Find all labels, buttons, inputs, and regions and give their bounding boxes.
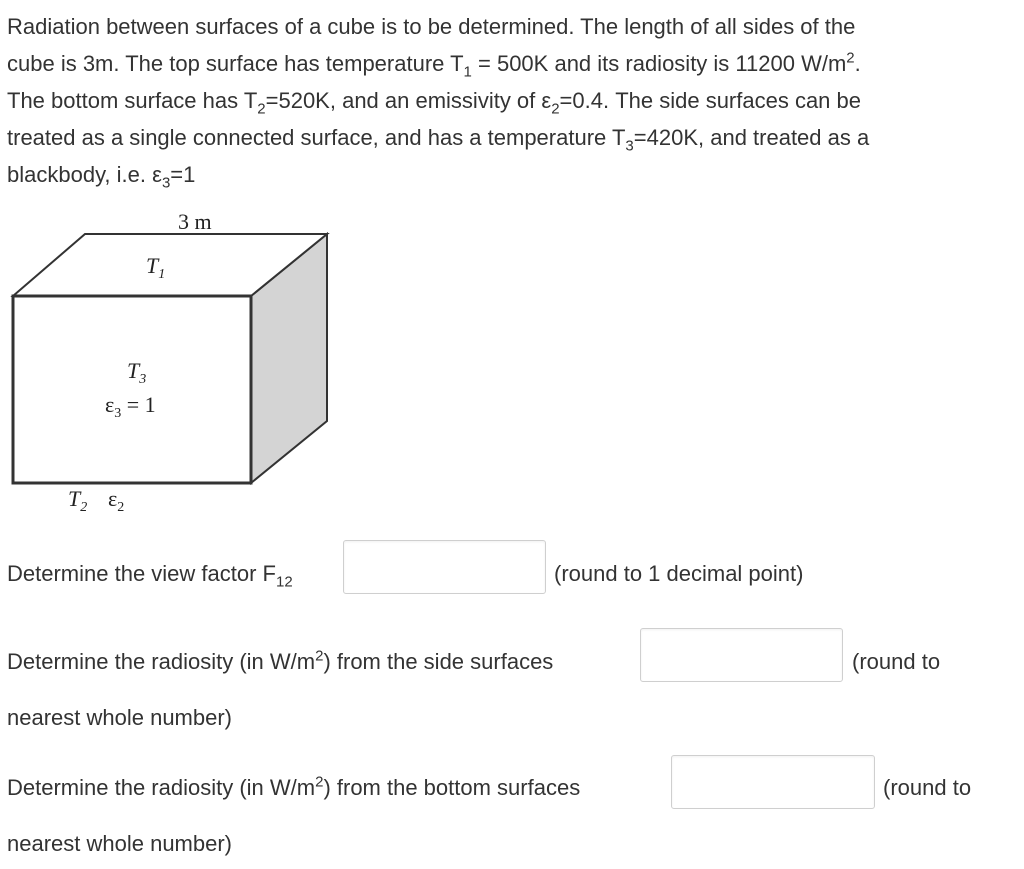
bottom-radiosity-hint-cont: nearest whole number) [7, 831, 233, 856]
view-factor-hint: (round to 1 decimal point) [554, 561, 804, 586]
e3-label: $\varepsilon_3 = 1$ [105, 392, 156, 421]
problem-line-5: blackbody, i.e. $\varepsilon_3=1$ [7, 162, 196, 192]
bottom-radiosity-input[interactable] [671, 755, 875, 809]
problem-statement [7, 8, 1012, 193]
t1-label: $T_1$ [146, 253, 166, 282]
problem-line-1: Radiation between surfaces of a cube is to be determined. The length of all sides of the [7, 14, 856, 39]
view-factor-input[interactable] [343, 540, 546, 594]
side-radiosity-hint-cont: nearest whole number) [7, 705, 233, 730]
bottom-radiosity-hint: (round to [883, 775, 972, 800]
question-side-radiosity: Determine the radiosity (in $W/m^2$) from the side surfaces [7, 647, 554, 674]
t2-label: $T_2$ [68, 486, 88, 515]
dimension-label: 3 m [178, 209, 212, 234]
t3-label: $T_3$ [127, 358, 147, 387]
cube-diagram [0, 200, 340, 530]
question-view-factor: Determine the view factor $F_{12}$ [7, 561, 293, 591]
problem-line-3: The bottom surface has $T_2=520K$, and an emissivity of $\varepsilon_2=0.4$. The side surfaces can be [7, 88, 862, 118]
question-bottom-radiosity: Determine the radiosity (in $W/m^2$) from the bottom surfaces [7, 773, 581, 800]
problem-line-2: cube is 3m. The top surface has temperature $T_1 = 500K$ and its radiosity is 11200 $W/m^2$. [7, 49, 861, 81]
e2-label: $\varepsilon_2$ [108, 486, 125, 515]
cube-front-face [13, 296, 251, 483]
side-radiosity-hint: (round to [852, 649, 941, 674]
problem-line-4: treated as a single connected surface, and has a temperature $T_3=420K$, and treated as a [7, 125, 870, 155]
side-radiosity-input[interactable] [640, 628, 843, 682]
